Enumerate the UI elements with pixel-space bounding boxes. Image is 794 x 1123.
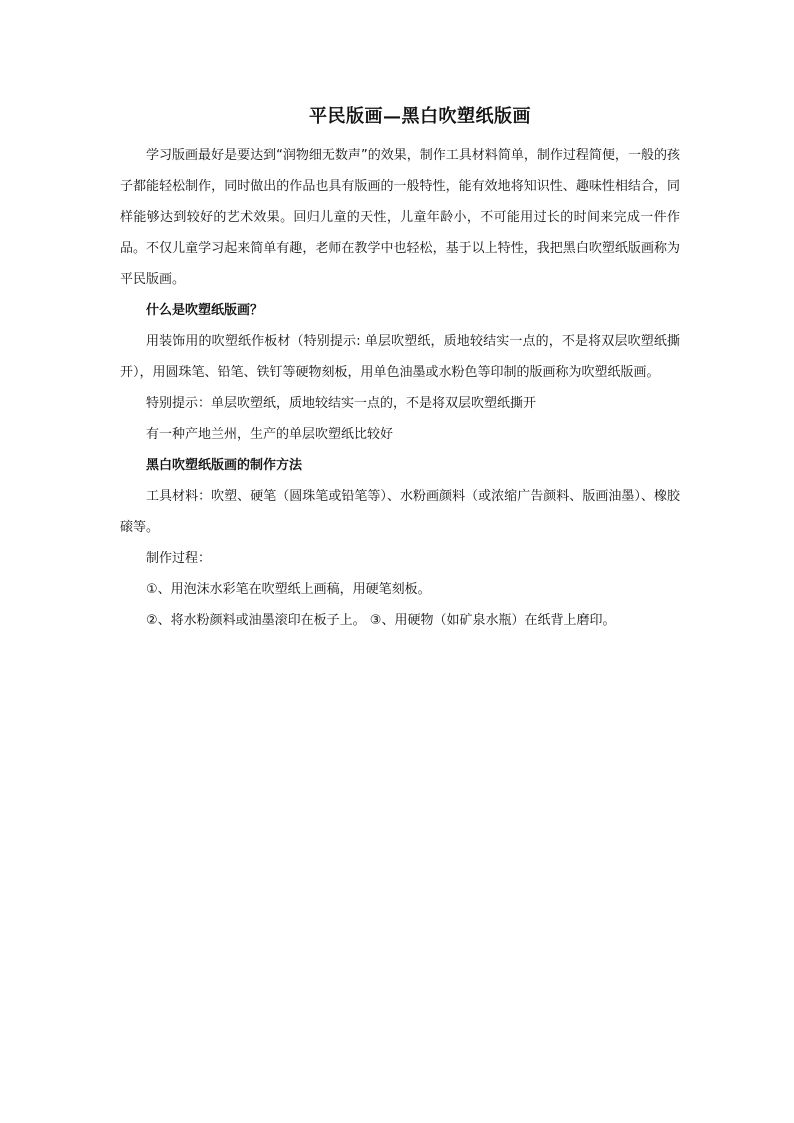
document-title: 平民版画—黑白吹塑纸版画 <box>309 106 531 127</box>
materials-paragraph: 工具材料：吹塑、硬笔（圆珠笔或铅笔等）、水粉画颜料（或浓缩广告颜料、版画油墨）、橡胶磙等。 <box>120 489 680 535</box>
definition-paragraph: 用装饰用的吹塑纸作板材（特别提示: 单层吹塑纸，质地较结实一点的，不是将双层吹塑纸撕开），用圆珠笔、铅笔、铁钉等硬物刻板，用单色油墨或水粉色等印制的版画称为吹塑纸版画。 <box>120 334 680 380</box>
process-step-1: ①、用泡沫水彩笔在吹塑纸上画稿，用硬笔刻板。 <box>146 582 431 597</box>
document-body <box>120 104 680 636</box>
process-label: 制作过程： <box>146 551 212 566</box>
section-heading-what-is: 什么是吹塑纸版画？ <box>146 303 264 318</box>
origin-paragraph: 有一种产地兰州，生产的单层吹塑纸比较好 <box>146 427 394 442</box>
intro-paragraph: 学习版画最好是要达到“润物细无数声”的效果，制作工具材料简单，制作过程简便，一般的孩子都能轻松制作，同时做出的作品也具有版画的一般特性，能有效地将知识性、趣味性相结合，同样能够达到较好的艺术效果。回归儿童的天性，儿童年龄小，不可能用过长的时间来完成一件作品。不仅儿童学习起来简单有趣，老师在教学中也轻松，基于以上特性，我把黑白吹塑纸版画称为平民版画。 <box>120 148 680 287</box>
tip-paragraph: 特别提示：单层吹塑纸，质地较结实一点的，不是将双层吹塑纸撕开 <box>146 396 537 411</box>
section-heading-method: 黑白吹塑纸版画的制作方法 <box>146 458 303 473</box>
process-step-2-3: ②、将水粉颜料或油墨滚印在板子上。 ③、用硬物（如矿泉水瓶）在纸背上磨印。 <box>146 613 616 628</box>
